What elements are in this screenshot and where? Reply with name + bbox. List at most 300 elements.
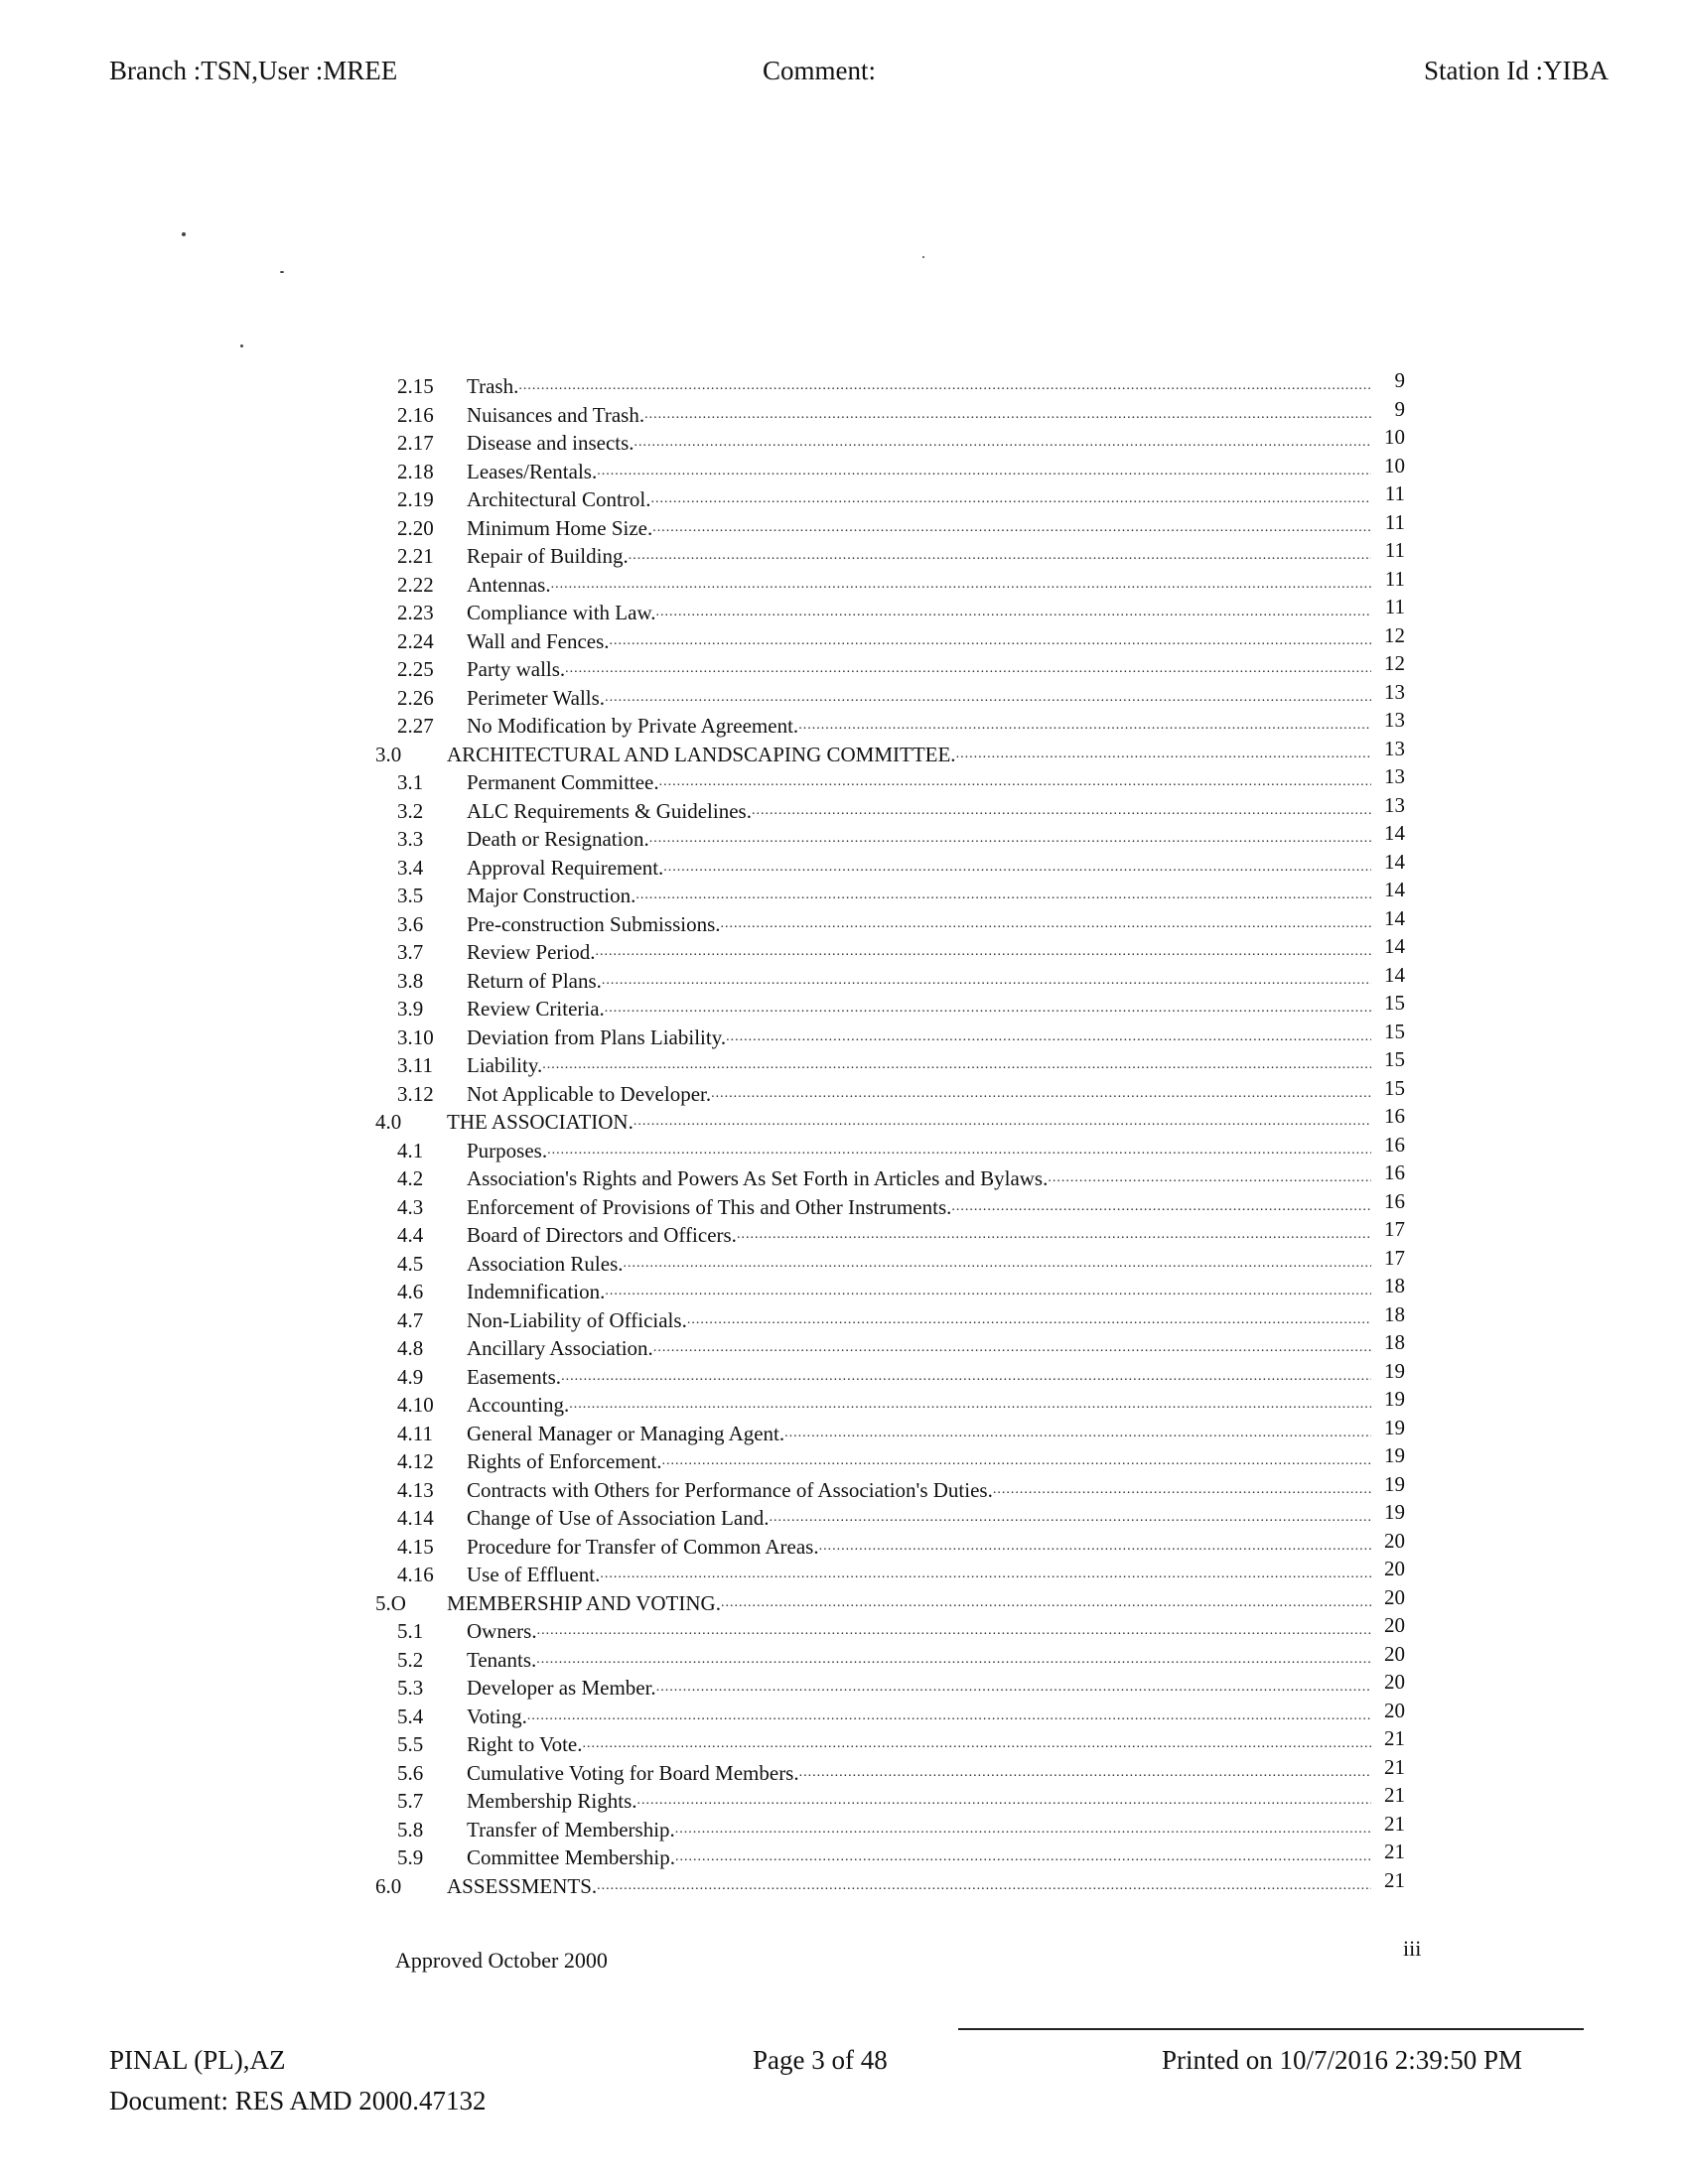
toc-label (467, 1787, 1371, 1815)
toc-number: 4.12 (397, 1449, 434, 1473)
toc-entry (367, 1274, 1405, 1306)
toc-title: Deviation from Plans Liability. (467, 1024, 727, 1049)
toc-label (467, 1759, 1371, 1787)
toc-number: 2.25 (397, 657, 434, 681)
toc-number: 2.23 (397, 601, 434, 624)
footer-county: PINAL (PL),AZ (109, 2045, 286, 2075)
toc-number: 4.5 (397, 1251, 424, 1276)
toc-number: 5.6 (397, 1760, 424, 1785)
toc-title: Contracts with Others for Performance of Association's Duties. (467, 1477, 993, 1502)
toc-title: Not Applicable to Developer. (467, 1081, 712, 1106)
toc-page-number: 16 (1384, 1104, 1405, 1128)
toc-entry (367, 1443, 1405, 1476)
toc-number: 4.1 (397, 1138, 424, 1162)
toc-title: Wall and Fences. (467, 628, 610, 653)
toc-label (467, 1843, 1371, 1871)
toc-label (467, 514, 1371, 542)
toc-label (467, 825, 1371, 853)
toc-label (467, 571, 1371, 599)
toc-title: Easements. (467, 1364, 562, 1389)
toc-number: 3.8 (397, 968, 424, 993)
toc-page-number: 21 (1384, 1811, 1405, 1836)
dot-leader (663, 854, 1371, 882)
toc-entry (367, 1217, 1405, 1250)
toc-page-number: 21 (1384, 1783, 1405, 1807)
toc-label (467, 967, 1371, 995)
toc-title: Non-Liability of Officials. (467, 1307, 687, 1332)
toc-label (467, 1504, 1371, 1532)
dot-leader (675, 1816, 1371, 1843)
toc-page-number: 13 (1384, 764, 1405, 788)
toc-number: 2.24 (397, 628, 434, 653)
footer-page-count: Page 3 of 48 (753, 2045, 888, 2075)
dot-leader (635, 882, 1371, 909)
toc-entry (367, 481, 1405, 514)
toc-page-number: 20 (1384, 1557, 1405, 1580)
toc-page-number: 10 (1384, 453, 1405, 478)
dot-leader (784, 1420, 1371, 1447)
toc-title: Antennas. (467, 572, 551, 597)
dot-leader (956, 741, 1371, 768)
toc-number: 2.21 (397, 544, 434, 568)
dot-leader (542, 1051, 1371, 1079)
toc-page-number: 20 (1384, 1670, 1405, 1694)
toc-number: 3.1 (397, 770, 424, 794)
toc-entry (367, 368, 1405, 401)
toc-title: Repair of Building. (467, 544, 629, 568)
toc-entry (367, 905, 1405, 939)
toc-title: ARCHITECTURAL AND LANDSCAPING COMMITTEE. (447, 742, 956, 766)
toc-entry (367, 679, 1405, 713)
toc-title: THE ASSOCIATION. (447, 1110, 633, 1134)
toc-entry (367, 792, 1405, 826)
toc-page-number: 12 (1384, 622, 1405, 647)
toc-entry (367, 1783, 1405, 1816)
dot-leader (605, 684, 1371, 712)
toc-label (467, 627, 1371, 655)
toc-number: 4.0 (375, 1110, 402, 1134)
dot-leader (656, 599, 1371, 626)
dot-leader (583, 1730, 1372, 1758)
toc-page-number: 21 (1384, 1840, 1405, 1863)
toc-title: ALC Requirements & Guidelines. (467, 798, 752, 823)
toc-title: Review Criteria. (467, 997, 605, 1021)
toc-label (447, 741, 1371, 768)
toc-number: 2.17 (397, 431, 434, 455)
toc-label (467, 1533, 1371, 1561)
toc-entry (367, 1557, 1405, 1589)
toc-number: 5.8 (397, 1817, 424, 1842)
dot-leader (597, 1872, 1371, 1900)
dot-leader (662, 1447, 1371, 1475)
toc-label (467, 1561, 1371, 1588)
toc-number: 4.11 (397, 1421, 433, 1445)
toc-title: Trash. (467, 374, 519, 398)
toc-number: 4.2 (397, 1166, 424, 1190)
footer-document-id: Document: RES AMD 2000.47132 (109, 2086, 487, 2116)
dot-leader (644, 401, 1371, 429)
toc-title: Voting. (467, 1704, 527, 1728)
toc-number: 3.4 (397, 855, 424, 880)
approval-note: Approved October 2000 (395, 1948, 608, 1973)
toc-page-number: 9 (1394, 368, 1405, 392)
toc-page-number: 18 (1384, 1330, 1405, 1354)
dot-leader (565, 655, 1371, 683)
toc-entry (367, 1840, 1405, 1872)
toc-entry (367, 1811, 1405, 1844)
dot-leader (656, 1674, 1371, 1702)
toc-title: Use of Effluent. (467, 1563, 601, 1586)
toc-number: 2.15 (397, 374, 434, 398)
toc-page-number: 20 (1384, 1698, 1405, 1722)
toc-label (467, 599, 1371, 626)
toc-page-number: 13 (1384, 708, 1405, 732)
toc-number: 5.5 (397, 1732, 424, 1756)
footer-printed-timestamp: Printed on 10/7/2016 2:39:50 PM (1162, 2045, 1523, 2075)
toc-label (467, 1447, 1371, 1475)
toc-label (467, 768, 1371, 796)
toc-number: 4.8 (397, 1336, 424, 1360)
toc-entry (367, 1726, 1405, 1759)
toc-entry (367, 962, 1405, 996)
toc-title: Party walls. (467, 657, 566, 681)
toc-entry (367, 396, 1405, 430)
toc-label (467, 1363, 1371, 1391)
toc-entry (367, 1245, 1405, 1279)
dot-leader (602, 967, 1371, 995)
dot-leader (637, 1787, 1372, 1815)
toc-page-number: 17 (1384, 1217, 1405, 1241)
dot-leader (561, 1363, 1371, 1391)
dot-leader (569, 1391, 1371, 1419)
toc-page-number: 21 (1384, 1754, 1405, 1779)
dot-leader (650, 485, 1371, 513)
dot-leader (752, 797, 1371, 825)
toc-entry (367, 1104, 1405, 1137)
dot-leader (629, 542, 1371, 570)
dot-leader (547, 1137, 1371, 1164)
toc-entry (367, 509, 1405, 543)
toc-label (467, 1024, 1371, 1051)
dot-leader (624, 1250, 1372, 1278)
toc-label (467, 1674, 1371, 1702)
toc-number: 6.0 (375, 1873, 402, 1898)
toc-label (467, 797, 1371, 825)
toc-label (467, 1816, 1371, 1843)
toc-number: 3.5 (397, 884, 424, 907)
toc-page-number: 20 (1384, 1528, 1405, 1553)
toc-title: Compliance with Law. (467, 601, 656, 624)
toc-page-number: 13 (1384, 736, 1405, 760)
toc-entry (367, 849, 1405, 883)
toc-number: 3.9 (397, 997, 424, 1021)
toc-title: MEMBERSHIP AND VOTING. (447, 1590, 721, 1615)
toc-page-number: 12 (1384, 651, 1405, 675)
toc-entry (367, 1188, 1405, 1222)
footer-rule (958, 2028, 1584, 2030)
toc-page-number: 16 (1384, 1188, 1405, 1213)
toc-entry (367, 1160, 1405, 1193)
dot-leader (652, 514, 1371, 542)
toc-title: Procedure for Transfer of Common Areas. (467, 1534, 819, 1559)
toc-title: Developer as Member. (467, 1676, 656, 1700)
toc-page-number: 18 (1384, 1274, 1405, 1297)
toc-number: 4.6 (397, 1280, 424, 1303)
scan-speck (922, 256, 924, 258)
toc-title: Change of Use of Association Land. (467, 1506, 770, 1530)
toc-number: 5.4 (397, 1704, 424, 1728)
toc-number: 2.19 (397, 487, 434, 511)
toc-page-number: 10 (1384, 425, 1405, 449)
toc-page-number: 15 (1384, 1019, 1405, 1043)
toc-entry (367, 1415, 1405, 1448)
toc-entry (367, 1754, 1405, 1788)
toc-entry (367, 566, 1405, 600)
dot-leader (711, 1080, 1371, 1108)
toc-title: Board of Directors and Officers. (467, 1223, 737, 1247)
toc-title: Cumulative Voting for Board Members. (467, 1760, 799, 1785)
toc-page-number: 16 (1384, 1132, 1405, 1157)
toc-page-number: 9 (1394, 396, 1405, 421)
toc-title: Nuisances and Trash. (467, 402, 645, 427)
toc-label (467, 1137, 1371, 1164)
toc-label (467, 882, 1371, 909)
toc-page-number: 14 (1384, 878, 1405, 901)
toc-title: Committee Membership. (467, 1845, 675, 1869)
dot-leader (993, 1476, 1371, 1504)
dot-leader (951, 1193, 1371, 1221)
toc-label (467, 938, 1371, 966)
toc-page-number: 19 (1384, 1415, 1405, 1439)
toc-number: 2.16 (397, 402, 434, 427)
dot-leader (605, 1278, 1371, 1305)
toc-number: 2.27 (397, 714, 434, 738)
toc-entry (367, 1132, 1405, 1165)
toc-label (447, 1589, 1371, 1617)
toc-page-number: 11 (1384, 566, 1405, 591)
dot-leader (721, 910, 1372, 938)
toc-label (467, 1164, 1371, 1192)
toc-title: Review Period. (467, 940, 596, 964)
toc-label (467, 1221, 1371, 1249)
dot-leader (597, 458, 1371, 485)
dot-leader (633, 1108, 1371, 1136)
toc-entry (367, 1500, 1405, 1533)
toc-entry (367, 991, 1405, 1024)
toc-label (467, 1730, 1371, 1758)
toc-number: 2.26 (397, 685, 434, 710)
header-comment: Comment: (763, 56, 876, 85)
toc-page-number: 14 (1384, 905, 1405, 930)
toc-entry (367, 1641, 1405, 1675)
toc-label (447, 1872, 1371, 1900)
toc-page-number: 11 (1384, 595, 1405, 618)
toc-number: 5.3 (397, 1676, 424, 1700)
toc-title: Pre-construction Submissions. (467, 911, 721, 936)
toc-title: ASSESSMENTS. (447, 1873, 598, 1898)
toc-entry (367, 622, 1405, 656)
toc-label (467, 458, 1371, 485)
toc-page-number: 19 (1384, 1358, 1405, 1383)
dot-leader (595, 938, 1371, 966)
toc-number: 4.3 (397, 1194, 424, 1219)
toc-title: Owners. (467, 1619, 537, 1643)
toc-number: 4.16 (397, 1563, 434, 1586)
dot-leader (726, 1024, 1371, 1051)
toc-entry (367, 1528, 1405, 1562)
toc-label (467, 684, 1371, 712)
toc-number: 3.12 (397, 1081, 434, 1106)
toc-entry (367, 934, 1405, 967)
toc-entry (367, 1387, 1405, 1420)
toc-title: Right to Vote. (467, 1732, 583, 1756)
toc-number: 3.11 (397, 1053, 433, 1077)
toc-title: Disease and insects. (467, 431, 634, 455)
toc-entry (367, 425, 1405, 458)
dot-leader (819, 1533, 1371, 1561)
toc-label (467, 542, 1371, 570)
toc-title: Approval Requirement. (467, 855, 664, 880)
toc-page-number: 15 (1384, 1047, 1405, 1071)
toc-page-number: 11 (1384, 538, 1405, 562)
toc-entry (367, 1019, 1405, 1052)
toc-page-number: 13 (1384, 792, 1405, 817)
toc-number: 5.1 (397, 1619, 424, 1643)
toc-title: Return of Plans. (467, 968, 602, 993)
toc-entry (367, 1047, 1405, 1080)
toc-label (467, 1306, 1371, 1334)
toc-title: Purposes. (467, 1138, 548, 1162)
table-of-contents (367, 368, 1405, 1900)
toc-label (467, 429, 1371, 457)
toc-label (467, 995, 1371, 1023)
dot-leader (610, 627, 1371, 655)
dot-leader (737, 1221, 1371, 1249)
toc-entry (367, 708, 1405, 741)
toc-label (467, 712, 1371, 740)
toc-label (467, 1646, 1371, 1674)
toc-title: Major Construction. (467, 884, 636, 907)
toc-title: Death or Resignation. (467, 827, 649, 851)
toc-title: Perimeter Walls. (467, 685, 606, 710)
toc-label (467, 1334, 1371, 1362)
toc-label (467, 1391, 1371, 1419)
toc-number: 4.9 (397, 1364, 424, 1389)
toc-label (467, 1051, 1371, 1079)
scan-speck (182, 232, 186, 236)
toc-label (467, 1278, 1371, 1305)
toc-page-number: 19 (1384, 1387, 1405, 1411)
toc-number: 4.10 (397, 1393, 434, 1417)
toc-number: 3.2 (397, 798, 424, 823)
toc-number: 4.14 (397, 1506, 434, 1530)
toc-label (467, 910, 1371, 938)
toc-number: 5.9 (397, 1845, 424, 1869)
toc-label (467, 655, 1371, 683)
toc-entry (367, 453, 1405, 486)
toc-label (467, 1617, 1371, 1645)
toc-number: 5.O (375, 1590, 406, 1615)
dot-leader (659, 768, 1371, 796)
toc-page-number: 17 (1384, 1245, 1405, 1270)
toc-entry (367, 1867, 1405, 1901)
toc-entry (367, 595, 1405, 627)
toc-number: 4.7 (397, 1307, 424, 1332)
dot-leader (1048, 1164, 1371, 1192)
toc-label (467, 1250, 1371, 1278)
toc-label (467, 1420, 1371, 1447)
toc-page-number: 11 (1384, 481, 1405, 505)
toc-page-number: 14 (1384, 962, 1405, 987)
toc-entry (367, 1584, 1405, 1618)
toc-number: 5.7 (397, 1789, 424, 1813)
toc-title: Association's Rights and Powers As Set Forth in Articles and Bylaws. (467, 1166, 1049, 1190)
dot-leader (649, 825, 1371, 853)
toc-page-number: 21 (1384, 1867, 1405, 1892)
toc-entry (367, 736, 1405, 769)
toc-title: Transfer of Membership. (467, 1817, 675, 1842)
dot-leader (675, 1843, 1371, 1871)
toc-title: Architectural Control. (467, 487, 651, 511)
dot-leader (537, 1617, 1371, 1645)
toc-label (467, 1080, 1371, 1108)
toc-entry (367, 1330, 1405, 1363)
toc-page-number: 19 (1384, 1471, 1405, 1496)
toc-number: 4.15 (397, 1534, 434, 1559)
toc-number: 3.0 (375, 742, 402, 766)
toc-entry (367, 1698, 1405, 1731)
dot-leader (687, 1306, 1371, 1334)
dot-leader (798, 712, 1371, 740)
dot-leader (653, 1334, 1371, 1362)
scan-speck (240, 344, 243, 347)
toc-label (467, 1193, 1371, 1221)
toc-title: Association Rules. (467, 1251, 624, 1276)
toc-page-number: 11 (1384, 509, 1405, 534)
toc-number: 3.6 (397, 911, 424, 936)
toc-entry (367, 1075, 1405, 1109)
toc-label (467, 401, 1371, 429)
dot-leader (605, 995, 1371, 1023)
toc-label (467, 372, 1371, 400)
toc-title: No Modification by Private Agreement. (467, 714, 799, 738)
toc-entry (367, 1613, 1405, 1646)
page-number-roman: iii (1403, 1936, 1422, 1961)
toc-page-number: 14 (1384, 849, 1405, 874)
toc-title: Liability. (467, 1053, 543, 1077)
toc-number: 5.2 (397, 1647, 424, 1672)
toc-number: 3.3 (397, 827, 424, 851)
toc-title: Rights of Enforcement. (467, 1449, 662, 1473)
toc-entry (367, 651, 1405, 684)
toc-entry (367, 1471, 1405, 1505)
toc-entry (367, 878, 1405, 910)
toc-page-number: 16 (1384, 1160, 1405, 1184)
dot-leader (600, 1561, 1371, 1588)
toc-page-number: 20 (1384, 1584, 1405, 1609)
toc-page-number: 15 (1384, 991, 1405, 1015)
toc-entry (367, 1301, 1405, 1335)
toc-title: Enforcement of Provisions of This and Other Instruments. (467, 1194, 952, 1219)
toc-title: Accounting. (467, 1393, 570, 1417)
toc-entry (367, 1358, 1405, 1392)
dot-leader (721, 1589, 1371, 1617)
dot-leader (527, 1703, 1371, 1730)
toc-number: 2.20 (397, 515, 434, 540)
toc-page-number: 14 (1384, 821, 1405, 845)
toc-title: Leases/Rentals. (467, 459, 598, 483)
toc-title: Indemnification. (467, 1280, 606, 1303)
